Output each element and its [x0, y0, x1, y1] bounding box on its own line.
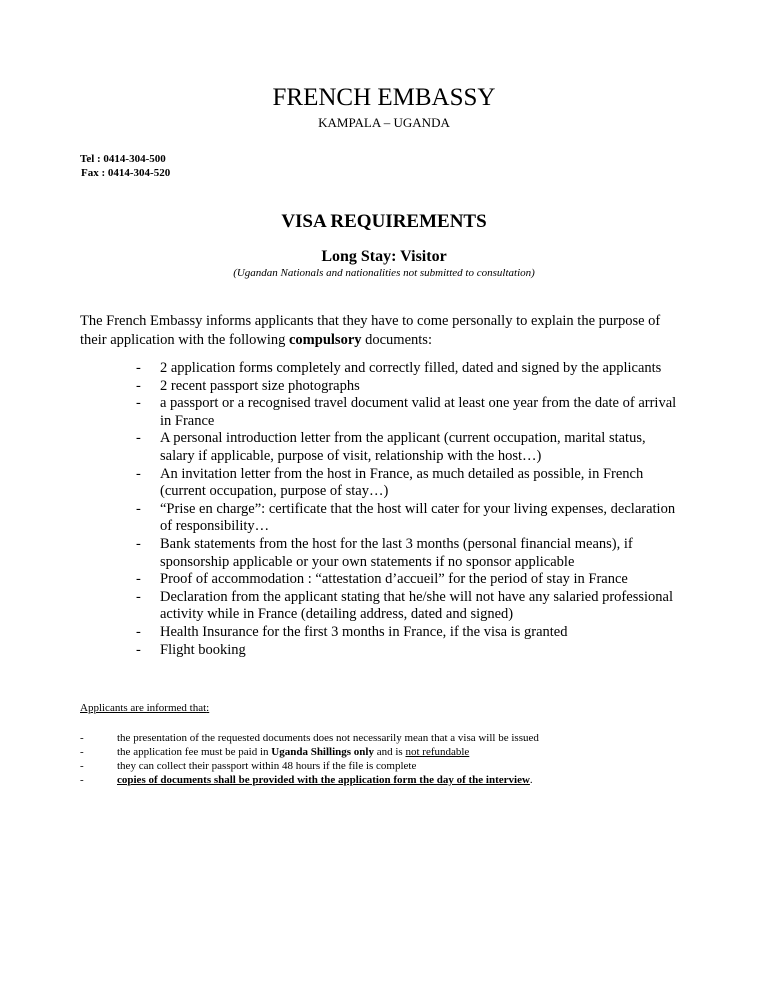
requirement-item	[0, 642, 680, 660]
list-dash: -	[80, 760, 84, 772]
refund-policy: not refundable	[405, 746, 470, 758]
intro-paragraph	[80, 312, 690, 350]
copies-notice: copies of documents shall be provided with the application form the day of the interview	[117, 774, 530, 786]
info-item	[0, 759, 677, 773]
list-dash: -	[136, 571, 141, 588]
requirement-item	[0, 395, 680, 430]
informed-heading	[80, 701, 209, 715]
requirement-text: Bank statements from the host for the last 3 months (personal financial means), if sponsorship applicable or your own statements if no sponsor applicable	[160, 535, 633, 570]
info-item	[0, 745, 677, 759]
list-dash: -	[136, 641, 141, 658]
requirement-item	[0, 536, 680, 571]
informed-label: Applicants are informed that	[80, 702, 207, 714]
list-dash: -	[136, 535, 141, 552]
requirement-text: a passport or a recognised travel document valid at least one year from the date of arrival in France	[160, 395, 677, 429]
requirement-text: A personal introduction letter from the applicant (current occupation, marital status, salary if applicable, purpose of visit, relationship with the host…)	[160, 430, 646, 464]
list-dash: -	[136, 377, 141, 394]
info-item	[0, 731, 677, 745]
requirement-text: Flight booking	[160, 641, 246, 658]
list-dash: -	[136, 588, 141, 605]
information-list	[0, 731, 677, 787]
info-text: the application fee must be paid in	[117, 746, 272, 758]
telephone-number: Tel : 0414-304-500	[80, 153, 166, 165]
info-item	[0, 773, 677, 787]
requirement-text: Health Insurance for the first 3 months in France, if the visa is granted	[160, 623, 568, 640]
requirement-text: An invitation letter from the host in France, as much detailed as possible, in French (current occupation, purpose of stay…)	[160, 465, 644, 500]
list-dash: -	[136, 465, 141, 482]
requirement-text: 2 application forms completely and correctly filled, dated and signed by the applicants	[160, 360, 662, 376]
requirement-item	[0, 624, 680, 642]
requirement-item	[0, 501, 680, 536]
requirement-text: “Prise en charge”: certificate that the host will cater for your living expenses, declaration of responsibility…	[160, 500, 676, 535]
eligibility-note: (Ugandan Nationals and nationalities not submitted to consultation)	[233, 267, 535, 279]
list-dash: -	[80, 746, 84, 758]
list-dash: -	[136, 430, 141, 447]
intro-compulsory: compulsory	[289, 332, 362, 348]
list-dash: -	[136, 395, 141, 412]
requirement-item	[0, 360, 680, 378]
visa-category: Long Stay: Visitor	[321, 248, 447, 265]
intro-text-before: The French Embassy informs applicants that they have to come personally to explain the purpose of their application with the following	[80, 313, 661, 348]
currency-requirement: Uganda Shillings only	[271, 746, 374, 758]
info-text: and is	[373, 746, 406, 758]
embassy-title: FRENCH EMBASSY	[272, 84, 496, 111]
requirement-item	[0, 378, 680, 396]
intro-text-after: documents:	[361, 332, 432, 348]
info-text-end: .	[529, 774, 533, 786]
info-text: the presentation of the requested documents does not necessarily mean that a visa will be issued	[117, 732, 539, 744]
info-text: they can collect their passport within 48 hours if the file is complete	[117, 760, 417, 772]
requirement-text: Proof of accommodation : “attestation d’accueil” for the period of stay in France	[160, 571, 628, 588]
list-dash: -	[136, 623, 141, 640]
requirement-item	[0, 571, 680, 589]
requirement-text: Declaration from the applicant stating that he/she will not have any salaried professional activity while in France (detailing address, dated and signed)	[160, 588, 673, 623]
list-dash: -	[136, 500, 141, 517]
list-dash: -	[80, 774, 84, 786]
requirement-text: 2 recent passport size photographs	[160, 377, 360, 394]
requirement-item	[0, 466, 680, 501]
requirements-list	[0, 360, 680, 659]
requirement-item	[0, 589, 680, 624]
list-dash: -	[136, 360, 141, 376]
embassy-location: KAMPALA – UGANDA	[318, 115, 450, 130]
fax-number: Fax : 0414-304-520	[81, 167, 171, 179]
informed-colon: :	[206, 702, 210, 714]
requirement-item	[0, 430, 680, 465]
page-heading: VISA REQUIREMENTS	[281, 211, 487, 232]
list-dash: -	[80, 732, 84, 744]
